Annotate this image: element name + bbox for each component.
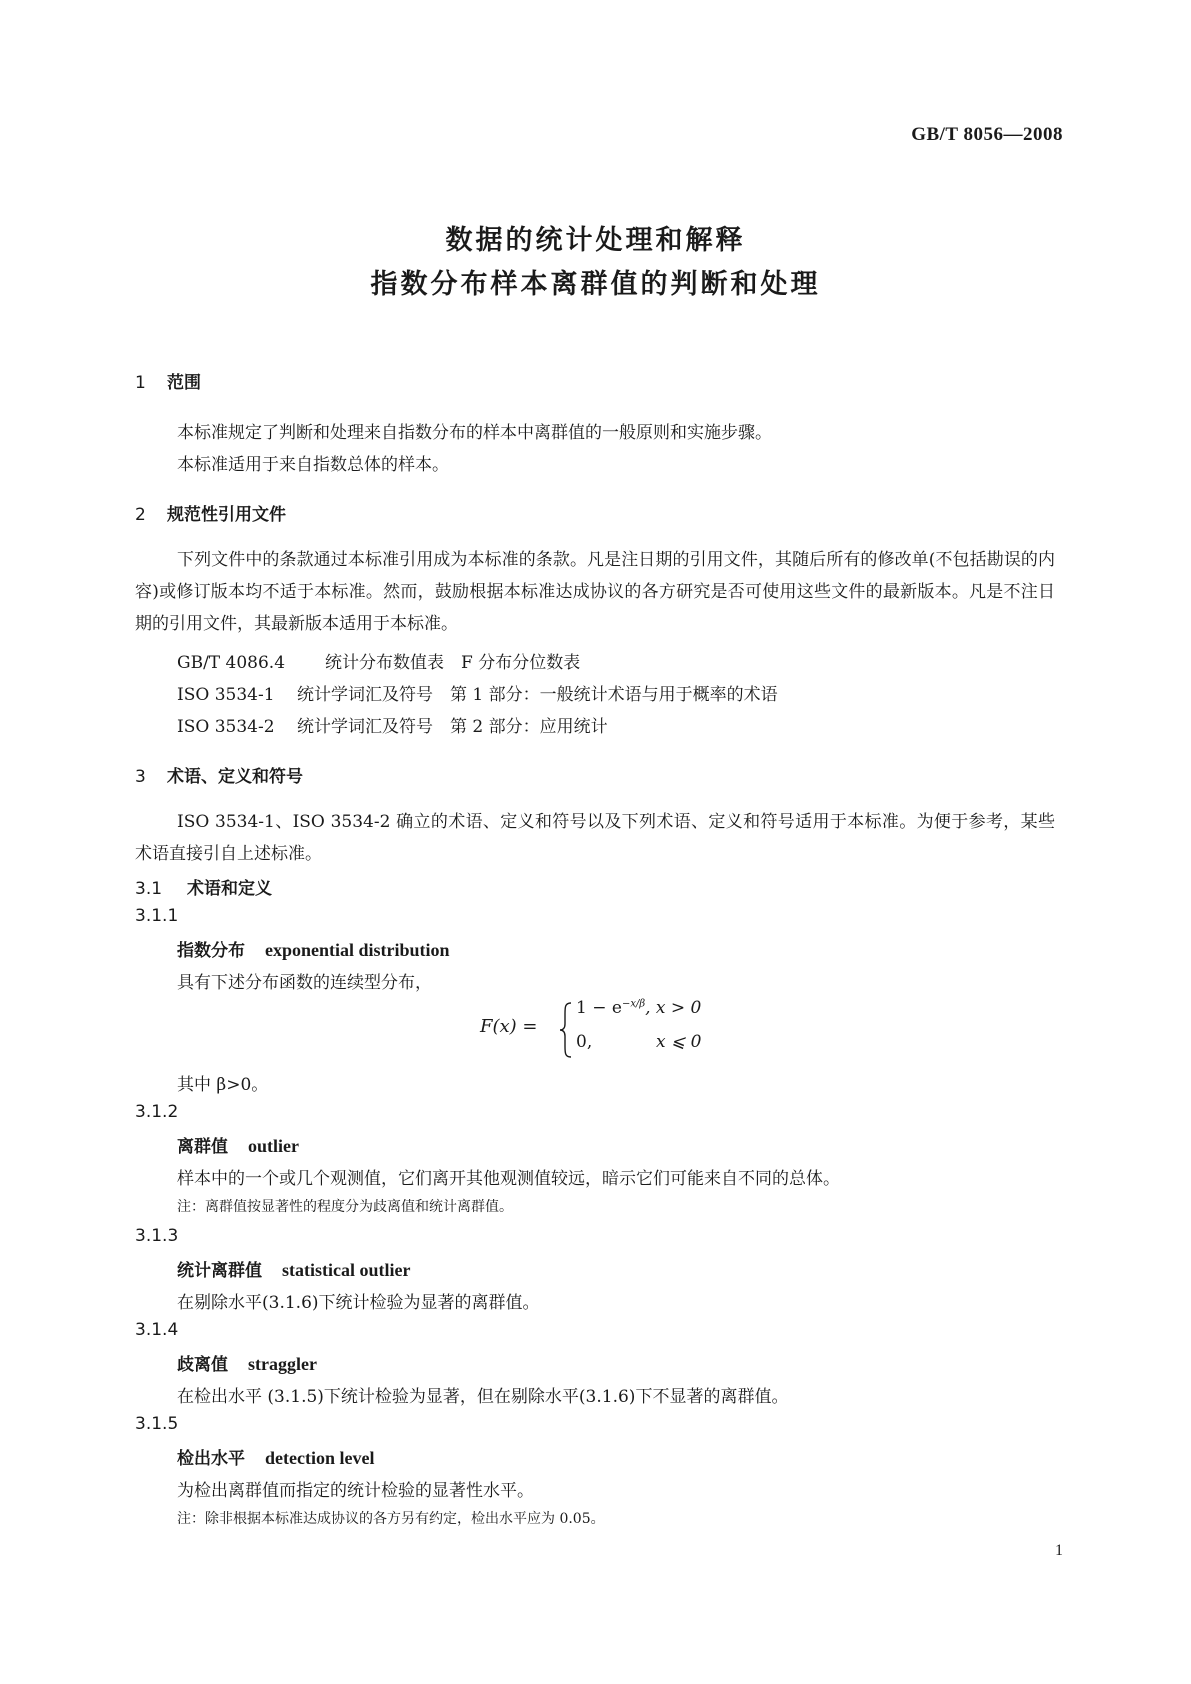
- term-definition: 具有下述分布函数的连续型分布，: [177, 973, 432, 993]
- standard-number: GB/T 8056—2008: [911, 124, 1063, 145]
- term-definition: 样本中的一个或几个观测值，它们离开其他观测值较远，暗示它们可能来自不同的总体。: [177, 1169, 840, 1189]
- term-en: exponential distribution: [265, 940, 450, 960]
- section-2-heading: [135, 500, 286, 525]
- section-1-paragraph-1: 本标准规定了判断和处理来自指数分布的样本中离群值的一般原则和实施步骤。: [177, 423, 772, 443]
- term-definition: 在检出水平 (3.1.5)下统计检验为显著，但在剔除水平(3.1.6)下不显著的离群值。: [177, 1387, 789, 1407]
- term-zh: 离群值: [177, 1137, 228, 1157]
- term-heading: [177, 1256, 410, 1281]
- term-en: outlier: [248, 1136, 299, 1156]
- term-en: statistical outlier: [282, 1260, 411, 1280]
- formula-case-1: [576, 998, 701, 1018]
- case-1-exponent: −x/β: [621, 998, 646, 1010]
- document-title-line2: 指数分布样本离群值的判断和处理: [370, 269, 821, 300]
- normative-reference: [177, 712, 608, 737]
- term-definition-note: 其中 β>0。: [177, 1075, 269, 1095]
- term-note: 注：离群值按显著性的程度分为歧离值和统计离群值。: [177, 1199, 513, 1215]
- term-zh: 歧离值: [177, 1355, 228, 1375]
- term-number: 3.1.3: [135, 1226, 179, 1246]
- reference-code: GB/T 4086.4: [177, 653, 286, 673]
- formula-lhs: F(x) =: [480, 1016, 538, 1037]
- term-definition: 在剔除水平(3.1.6)下统计检验为显著的离群值。: [177, 1293, 540, 1313]
- term-en: detection level: [265, 1448, 375, 1468]
- subsection-number: 3.1: [135, 879, 163, 899]
- reference-title: 统计分布数值表 F 分布分位数表: [325, 653, 581, 673]
- term-zh: 检出水平: [177, 1449, 245, 1469]
- subsection-3-1-heading: [135, 874, 272, 899]
- term-heading: [177, 1444, 374, 1469]
- section-number: 3: [135, 767, 146, 787]
- reference-title: 统计学词汇及符号 第 2 部分：应用统计: [297, 717, 608, 737]
- term-zh: 统计离群值: [177, 1261, 262, 1281]
- case-2-condition: x ⩽ 0: [656, 1032, 702, 1052]
- case-1-expression: 1 − e: [576, 998, 622, 1018]
- reference-code: ISO 3534-2: [177, 717, 275, 737]
- term-heading: [177, 1350, 317, 1375]
- term-number: 3.1.4: [135, 1320, 179, 1340]
- case-1-condition: , x > 0: [645, 998, 702, 1018]
- term-number: 3.1.1: [135, 906, 179, 926]
- left-brace-icon: [558, 1002, 574, 1058]
- section-number: 1: [135, 373, 146, 393]
- section-title: 规范性引用文件: [167, 505, 286, 525]
- normative-reference: [177, 648, 580, 673]
- subsection-title: 术语和定义: [187, 879, 272, 899]
- reference-code: ISO 3534-1: [177, 685, 275, 705]
- section-title: 范围: [167, 373, 201, 393]
- term-definition: 为检出离群值而指定的统计检验的显著性水平。: [177, 1481, 534, 1501]
- normative-reference: [177, 680, 778, 705]
- case-2-expression: 0,: [576, 1032, 593, 1052]
- term-zh: 指数分布: [177, 941, 245, 961]
- document-title-line1: 数据的统计处理和解释: [445, 225, 746, 256]
- term-heading: [177, 936, 450, 961]
- term-note: 注：除非根据本标准达成协议的各方另有约定，检出水平应为 0.05。: [177, 1511, 605, 1527]
- term-number: 3.1.2: [135, 1102, 179, 1122]
- term-en: straggler: [248, 1354, 317, 1374]
- reference-title: 统计学词汇及符号 第 1 部分：一般统计术语与用于概率的术语: [297, 685, 778, 705]
- section-number: 2: [135, 505, 146, 525]
- section-1-paragraph-2: 本标准适用于来自指数总体的样本。: [177, 455, 449, 475]
- page-number: 1: [1055, 1542, 1063, 1559]
- section-title: 术语、定义和符号: [167, 767, 303, 787]
- section-3-paragraph: ISO 3534-1、ISO 3534-2 确立的术语、定义和符号以及下列术语、定义和符号适用于本标准。为便于参考，某些术语直接引自上述标准。: [135, 812, 1055, 864]
- term-number: 3.1.5: [135, 1414, 179, 1434]
- section-3-heading: [135, 762, 303, 787]
- section-2-paragraph: 下列文件中的条款通过本标准引用成为本标准的条款。凡是注日期的引用文件，其随后所有的修改单(不包括勘误的内容)或修订版本均不适于本标准。然而，鼓励根据本标准达成协议的各方研究是否可使用这些文件的最新版本。凡是不注日期的引用文件，其最新版本适用于本标准。: [135, 550, 1055, 634]
- distribution-function-formula: [480, 998, 740, 1062]
- section-1-heading: [135, 368, 201, 393]
- term-heading: [177, 1132, 299, 1157]
